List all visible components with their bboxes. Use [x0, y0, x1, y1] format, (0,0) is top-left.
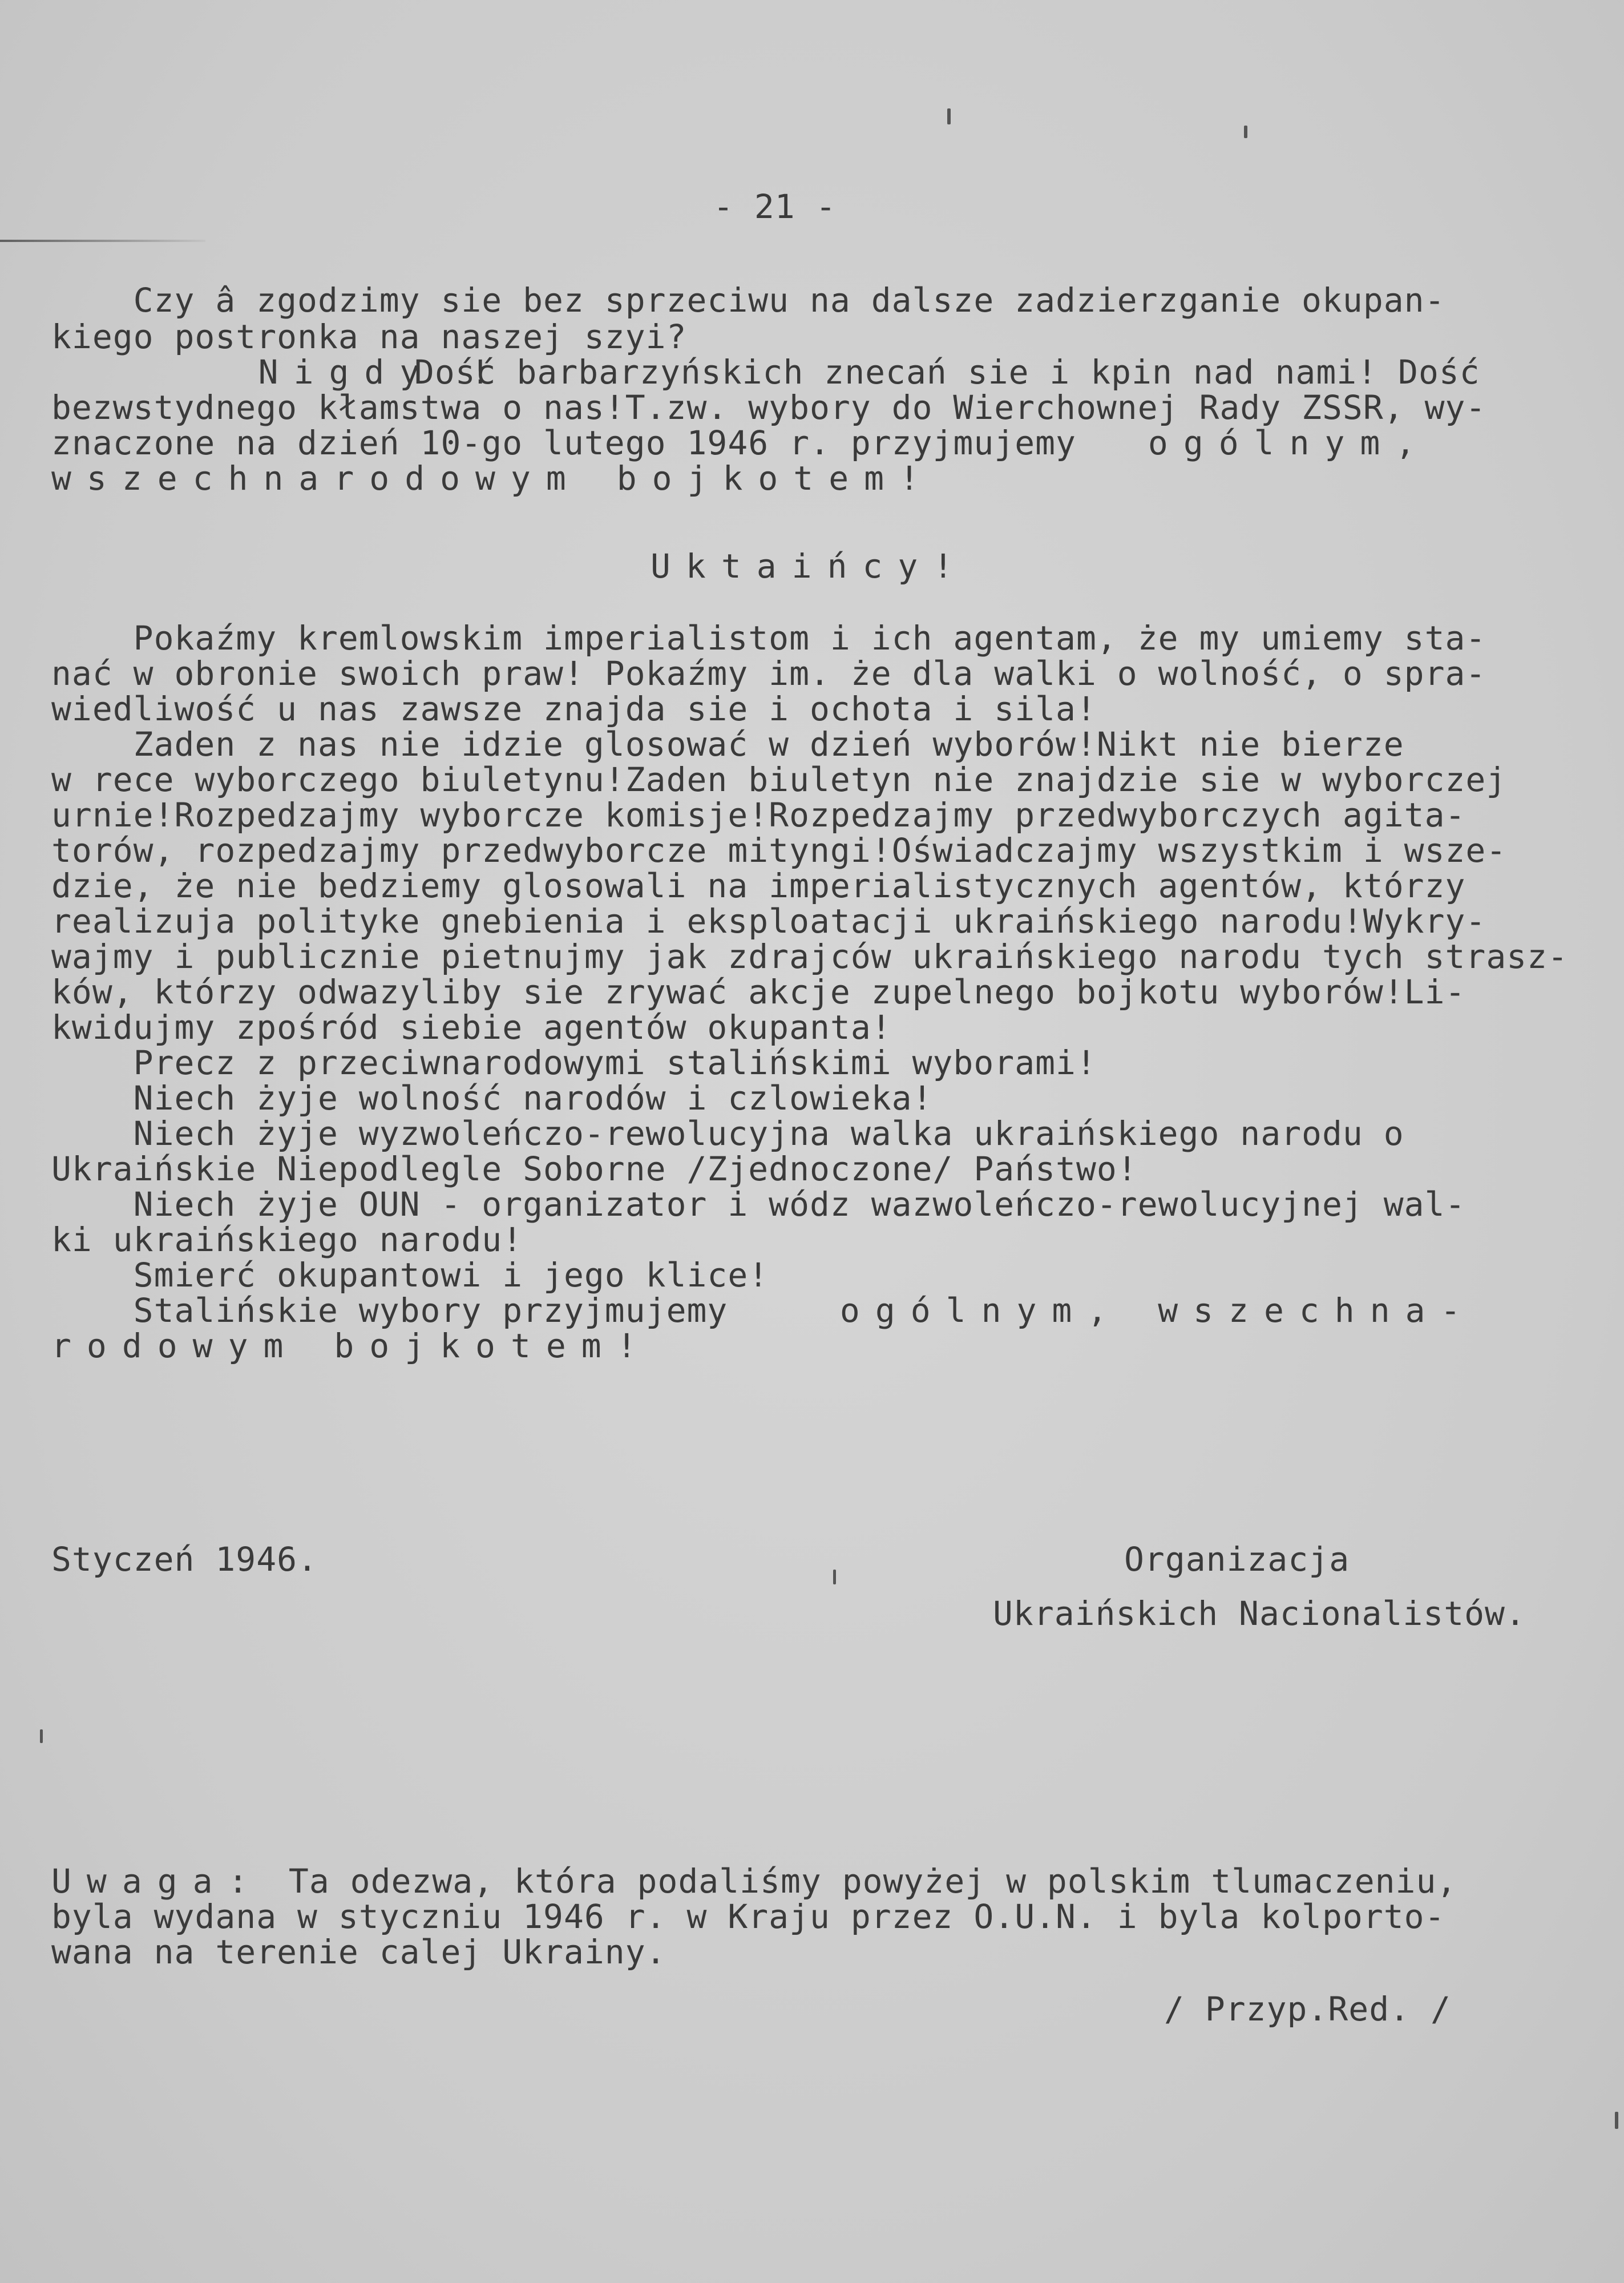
text-line: wajmy i publicznie pietnujmy jak zdrajców ukraińskiego narodu tych strasz- — [51, 937, 1569, 976]
text-line: dzie, że nie bedziemy glosowali na imperialistycznych agentów, którzy — [51, 866, 1466, 905]
text-line-emphasis: ogólnym, wszechna- — [805, 1291, 1476, 1330]
text-line: ków, którzy odwazyliby sie zrywać akcje zupelnego bojkotu wyborów!Li- — [51, 973, 1466, 1011]
signature-line-2: Ukraińskich Nacionalistów. — [993, 1594, 1526, 1633]
text-line: ki ukraińskiego narodu! — [51, 1220, 523, 1259]
text-line: Stalińskie wybory przyjmujemy — [51, 1291, 728, 1330]
text-line: torów, rozpedzajmy przedwyborcze mityngi!Oświadczajmy wszystkim i wsze- — [51, 831, 1507, 870]
text-line: wiedliwość u nas zawsze znajda sie i ochota i sila! — [51, 689, 1097, 728]
text-line: Pokaźmy kremlowskim imperialistom i ich agentam, że my umiemy sta- — [51, 619, 1486, 658]
text-line: Zaden z nas nie idzie glosować w dzień wyborów!Nikt nie bierze — [51, 725, 1404, 764]
text-line-emphasis: Nigdy ! — [117, 353, 506, 392]
editor-note: / Przyp.Red. / — [1164, 1990, 1451, 2028]
scan-speck — [833, 1570, 836, 1584]
text-line: Ukraińskie Niepodlegle Soborne /Zjednoczone/ Państwo! — [51, 1149, 1138, 1188]
scan-speck — [947, 108, 951, 124]
note-text: wana na terenie calej Ukrainy. — [51, 1933, 666, 1971]
text-line: nać w obronie swoich praw! Pokaźmy im. że dla walki o wolność, o spra- — [51, 654, 1486, 693]
text-line: bezwstydnego kłamstwa o nas!T.zw. wybory do Wierchownej Rady ZSSR, wy- — [51, 388, 1486, 427]
text-line: znaczone na dzień 10-go lutego 1946 r. przyjmujemy — [51, 423, 1076, 462]
scan-speck — [1244, 126, 1247, 138]
section-heading: Uktaińcy! — [651, 547, 969, 586]
signature-line-1: Organizacja — [1124, 1540, 1350, 1579]
text-line: Niech żyje wyzwoleńczo-rewolucyjna walka ukraińskiego narodu o — [51, 1114, 1404, 1153]
text-line-emphasis: rodowym bojkotem! — [51, 1326, 652, 1365]
text-line-emphasis: wszechnarodowym bojkotem! — [51, 459, 935, 498]
note-text: Ta odezwa, która podaliśmy powyżej w polskim tlumaczeniu, — [268, 1862, 1457, 1901]
text-line: Niech żyje OUN - organizator i wódz wazwoleńczo-rewolucyjnej wal- — [51, 1185, 1466, 1224]
note-label: Uwaga: — [51, 1862, 264, 1901]
text-line: Smierć okupantowi i jego klice! — [51, 1256, 769, 1294]
header-rule — [0, 240, 205, 242]
text-line: realizuja polityke gnebienia i eksploatacji ukraińskiego narodu!Wykry- — [51, 902, 1486, 941]
text-line-emphasis: ogólnym, — [1113, 423, 1431, 462]
text-line: w rece wyborczego biuletynu!Zaden biuletyn nie znajdzie sie w wyborczej — [51, 760, 1507, 799]
scan-speck — [40, 1729, 43, 1743]
date: Styczeń 1946. — [51, 1540, 318, 1579]
text-line: Niech żyje wolność narodów i czlowieka! — [51, 1079, 933, 1118]
note-text: byla wydana w styczniu 1946 r. w Kraju przez O.U.N. i byla kolporto- — [51, 1897, 1445, 1936]
text-line: kiego postronka na naszej szyi? — [51, 317, 687, 356]
text-line: Precz z przeciwnarodowymi stalińskimi wyborami! — [51, 1043, 1097, 1082]
scan-speck — [1615, 2112, 1618, 2129]
text-line: urnie!Rozpedzajmy wyborcze komisje!Rozpedzajmy przedwyborczych agita- — [51, 796, 1466, 834]
page-number: - 21 - — [713, 187, 837, 226]
text-line: Czy â zgodzimy sie bez sprzeciwu na dalsze zadzierzganie okupan- — [51, 281, 1445, 320]
text-line: Dość barbarzyńskich znecań sie i kpin nad nami! Dość — [394, 353, 1480, 392]
text-line: kwidujmy zpośród siebie agentów okupanta! — [51, 1008, 892, 1047]
